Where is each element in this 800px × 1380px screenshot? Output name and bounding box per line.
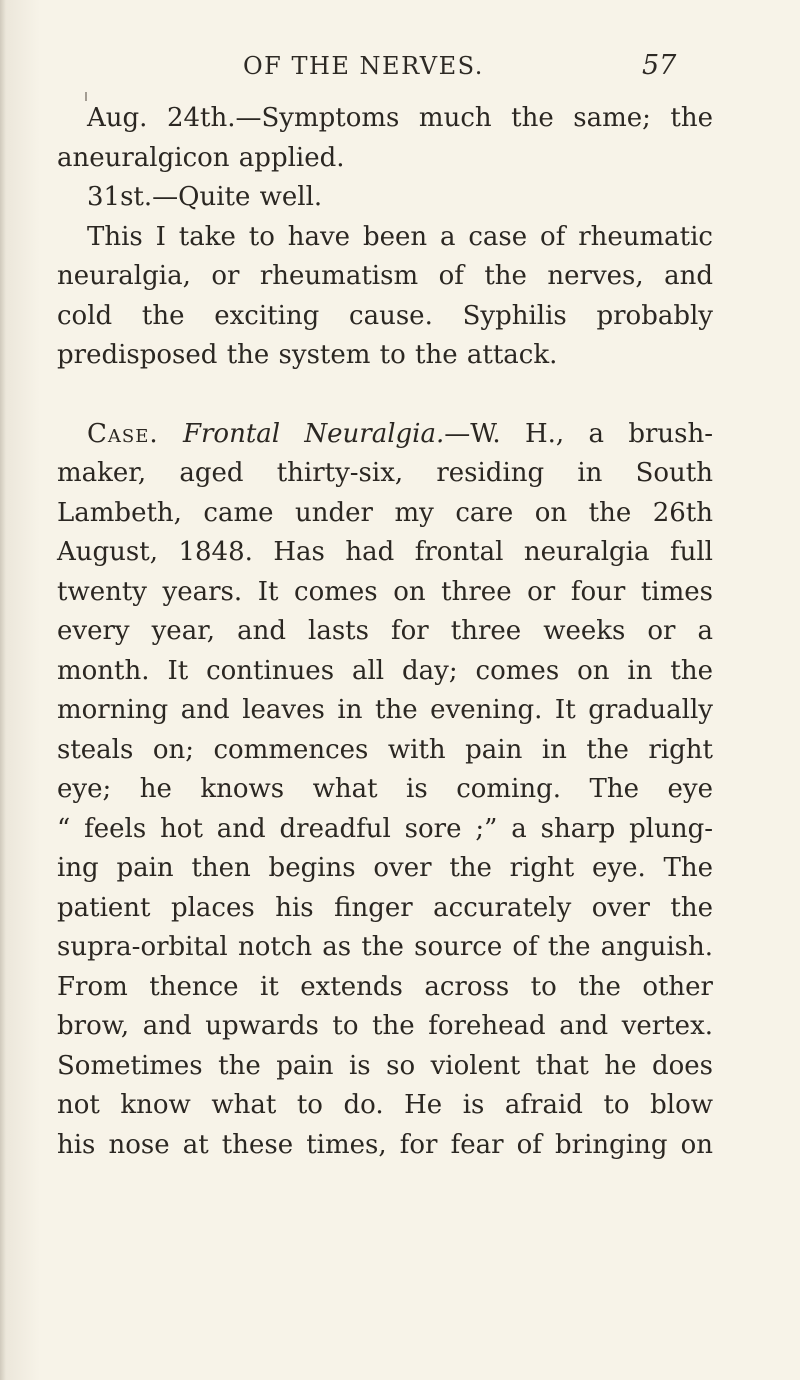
text-line: “ feels hot and dreadful sore ;” a sharp plung- [57, 813, 713, 844]
text-line: 31st.—Quite well. [87, 182, 323, 212]
text-line: his nose at these times, for fear of bringing on [57, 1129, 713, 1160]
text-line: Sometimes the pain is so violent that he does [57, 1050, 713, 1081]
text-line: Aug. 24th.—Symptoms much the same; the [87, 103, 713, 133]
running-head-title: OF THE NERVES. [243, 52, 484, 80]
text-line: eye; he knows what is coming. The eye [57, 774, 713, 804]
case-title: Frontal Neuralgia. [182, 418, 445, 449]
text-line: This I take to have been a case of rheumatic [87, 221, 713, 252]
page-edge-shadow [0, 0, 6, 1380]
text-line: patient places his finger accurately over the [57, 892, 713, 923]
text-line: cold the exciting cause. Syphilis probably [57, 300, 713, 331]
text-line: brow, and upwards to the forehead and vertex. [57, 1011, 713, 1041]
case-heading-rest: —W. H., a brush- [444, 418, 714, 449]
text-line: maker, aged thirty-six, residing in South [57, 458, 713, 488]
text-line: Lambeth, came under my care on the 26th [57, 497, 713, 528]
text-line: every year, and lasts for three weeks or a [57, 616, 713, 646]
text-line: predisposed the system to the attack. [57, 340, 558, 370]
text-line: morning and leaves in the evening. It gradually [57, 695, 713, 725]
text-line: not know what to do. He is afraid to blow [57, 1090, 713, 1120]
case-heading-line [57, 415, 713, 455]
body-text [57, 99, 713, 1165]
case-label: Case. [87, 418, 159, 449]
text-line: twenty years. It comes on three or four times [57, 576, 713, 607]
text-line: ing pain then begins over the right eye. The [57, 853, 713, 883]
text-line: aneuralgicon applied. [57, 142, 345, 173]
text-line: neuralgia, or rheumatism of the nerves, and [57, 261, 713, 291]
text-line: month. It continues all day; comes on in the [57, 655, 713, 686]
text-line: steals on; commences with pain in the right [57, 734, 713, 765]
paragraph-gap [57, 376, 713, 415]
running-head [0, 40, 800, 80]
text-line: August, 1848. Has had frontal neuralgia full [57, 537, 713, 567]
page-number: 57 [642, 50, 677, 81]
text-line: From thence it extends across to the other [57, 971, 713, 1002]
text-line: supra-orbital notch as the source of the anguish. [57, 932, 713, 962]
